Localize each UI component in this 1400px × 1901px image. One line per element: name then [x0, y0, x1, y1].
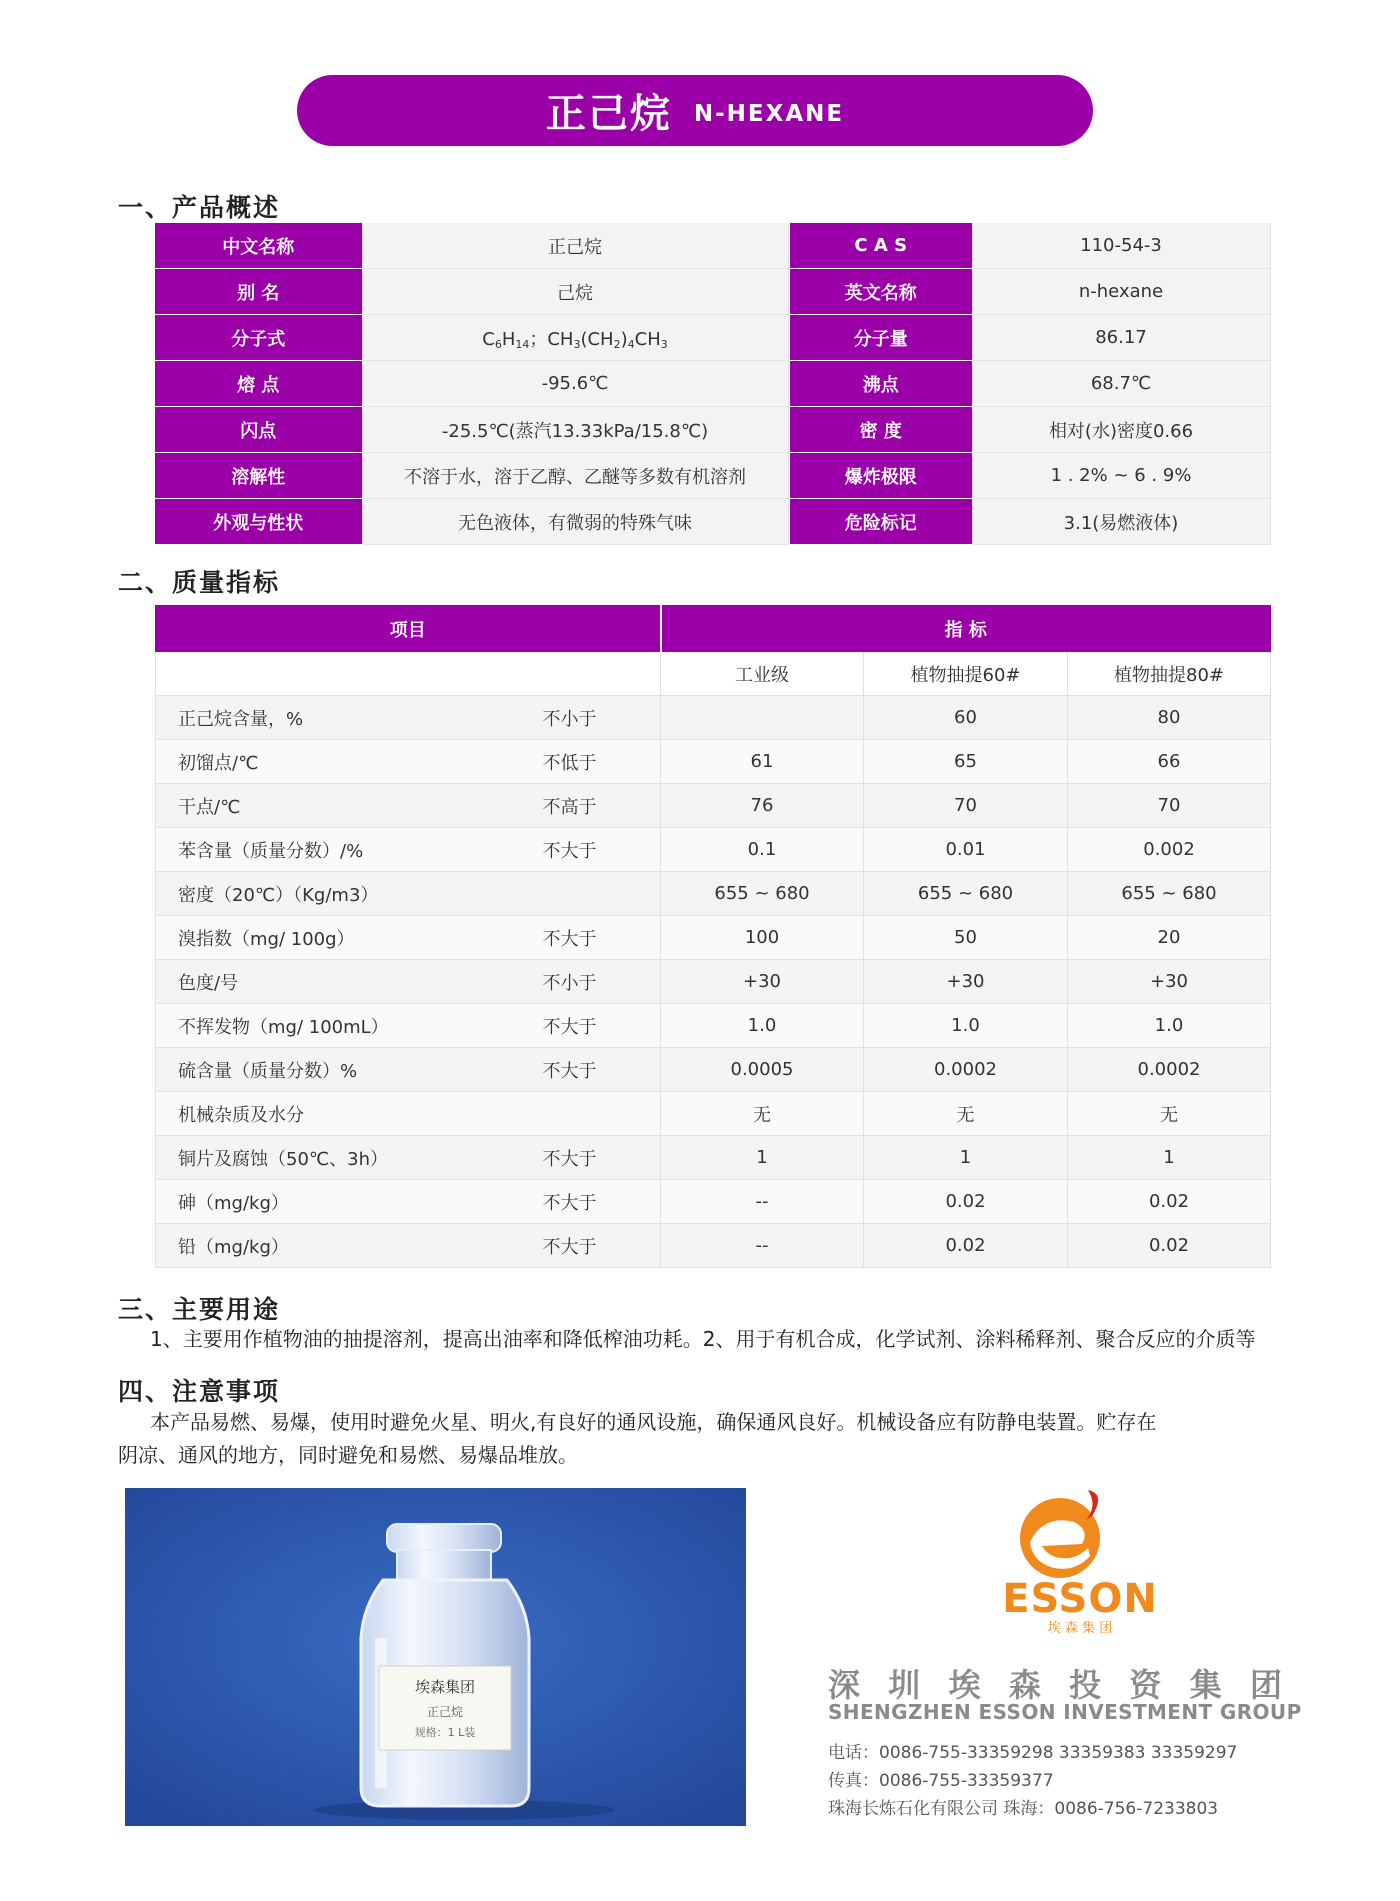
overview-label: 沸点	[790, 361, 972, 407]
quality-row	[156, 1136, 1271, 1180]
overview-row	[155, 499, 1270, 545]
logo-subtext: 埃 森 集 团	[1047, 1621, 1113, 1636]
overview-label: 英文名称	[790, 269, 972, 315]
quality-row	[156, 828, 1271, 872]
quality-condition: 不大于	[543, 828, 661, 872]
quality-value-industrial: +30	[661, 960, 864, 1004]
overview-label: 中文名称	[155, 223, 362, 269]
section-title-notes: 四、注意事项	[118, 1377, 281, 1406]
overview-label: C A S	[790, 223, 972, 269]
overview-value: 3.1(易燃液体)	[972, 499, 1270, 545]
section-title-quality: 二、质量指标	[118, 568, 281, 597]
quality-value-plant-60: 0.02	[864, 1180, 1068, 1224]
quality-value-plant-80: 66	[1068, 740, 1271, 784]
quality-item: 溴指数（mg/ 100g）	[156, 916, 543, 960]
quality-condition: 不大于	[543, 1136, 661, 1180]
overview-row	[155, 223, 1270, 269]
quality-condition: 不大于	[543, 1180, 661, 1224]
quality-value-plant-60: 0.0002	[864, 1048, 1068, 1092]
quality-condition: 不高于	[543, 784, 661, 828]
quality-row	[156, 1224, 1271, 1268]
notes-line-1: 本产品易燃、易爆，使用时避免火星、明火,有良好的通风设施，确保通风良好。机械设备应有防静电装置。贮存在	[150, 1410, 1157, 1434]
quality-value-plant-60: 1	[864, 1136, 1068, 1180]
overview-label: 分子量	[790, 315, 972, 361]
quality-row	[156, 916, 1271, 960]
grade-blank	[156, 652, 661, 696]
quality-item: 砷（mg/kg）	[156, 1180, 543, 1224]
company-fax: 传真：0086-755-33359377	[828, 1771, 1054, 1791]
quality-value-industrial: 0.0005	[661, 1048, 864, 1092]
company-phone: 电话：0086-755-33359298 33359383 33359297	[828, 1743, 1238, 1763]
logo-text: ESSON	[1002, 1576, 1158, 1622]
quality-value-plant-60: 0.02	[864, 1224, 1068, 1268]
quality-value-plant-60: 70	[864, 784, 1068, 828]
quality-value-plant-80: 1	[1068, 1136, 1271, 1180]
quality-value-plant-60: 1.0	[864, 1004, 1068, 1048]
overview-row	[155, 361, 1270, 407]
overview-value: 86.17	[972, 315, 1270, 361]
esson-logo	[970, 1486, 1220, 1636]
quality-condition	[543, 1092, 661, 1136]
quality-row	[156, 872, 1271, 916]
section-title-uses: 三、主要用途	[118, 1295, 281, 1324]
quality-value-plant-60: 无	[864, 1092, 1068, 1136]
quality-value-plant-80: +30	[1068, 960, 1271, 1004]
quality-item: 硫含量（质量分数）%	[156, 1048, 543, 1092]
quality-item: 干点/℃	[156, 784, 543, 828]
quality-value-plant-80: 0.02	[1068, 1180, 1271, 1224]
notes-line-2: 阴凉、通风的地方，同时避免和易燃、易爆品堆放。	[118, 1443, 578, 1467]
overview-row	[155, 453, 1270, 499]
company-branch: 珠海长炼石化有限公司 珠海：0086-756-7233803	[828, 1799, 1219, 1819]
grade-industrial: 工业级	[661, 652, 864, 696]
quality-value-plant-80: 1.0	[1068, 1004, 1271, 1048]
title-cn: 正己烷	[545, 91, 672, 137]
quality-condition: 不低于	[543, 740, 661, 784]
quality-value-plant-60: 65	[864, 740, 1068, 784]
quality-item: 初馏点/℃	[156, 740, 543, 784]
bottle-label-line3: 规格：1 L装	[414, 1726, 476, 1739]
overview-row	[155, 269, 1270, 315]
overview-label: 危险标记	[790, 499, 972, 545]
section-title-overview: 一、产品概述	[118, 193, 281, 222]
quality-condition	[543, 872, 661, 916]
overview-value: 己烷	[362, 269, 788, 315]
molecular-formula: $C_6H_{14}$；$CH_3(CH_2)_4CH_3$	[362, 315, 788, 361]
overview-label: 分子式	[155, 315, 362, 361]
header-item: 项目	[156, 606, 661, 652]
overview-value: 正己烷	[362, 223, 788, 269]
quality-value-plant-60: +30	[864, 960, 1068, 1004]
bottle-illustration	[125, 1488, 746, 1826]
quality-value-plant-80: 655 ~ 680	[1068, 872, 1271, 916]
quality-condition: 不小于	[543, 696, 661, 740]
quality-value-industrial: 1.0	[661, 1004, 864, 1048]
quality-item: 苯含量（质量分数）/%	[156, 828, 543, 872]
quality-value-plant-60: 50	[864, 916, 1068, 960]
quality-header-row	[156, 606, 1271, 652]
title-banner	[297, 75, 1093, 146]
overview-label: 闪点	[155, 407, 362, 453]
quality-condition: 不大于	[543, 1224, 661, 1268]
quality-value-plant-80: 0.0002	[1068, 1048, 1271, 1092]
bottle-label-brand: 埃森集团	[414, 1678, 476, 1696]
quality-value-industrial: 无	[661, 1092, 864, 1136]
quality-value-plant-80: 无	[1068, 1092, 1271, 1136]
bottle-label-line2: 正己烷	[426, 1705, 464, 1719]
quality-value-industrial: 100	[661, 916, 864, 960]
company-name-cn: 深 圳 埃 森 投 资 集 团	[828, 1666, 1282, 1704]
grade-plant-60: 植物抽提60#	[864, 652, 1068, 696]
overview-label: 爆炸极限	[790, 453, 972, 499]
quality-item: 铅（mg/kg）	[156, 1224, 543, 1268]
quality-value-plant-80: 80	[1068, 696, 1271, 740]
quality-item: 色度/号	[156, 960, 543, 1004]
overview-row	[155, 315, 1270, 361]
quality-row	[156, 784, 1271, 828]
overview-value: n-hexane	[972, 269, 1270, 315]
overview-value: 相对(水)密度0.66	[972, 407, 1270, 453]
overview-label: 密 度	[790, 407, 972, 453]
header-spec: 指 标	[661, 606, 1271, 652]
quality-value-plant-80: 0.002	[1068, 828, 1271, 872]
overview-value: 110-54-3	[972, 223, 1270, 269]
grade-plant-80: 植物抽提80#	[1068, 652, 1271, 696]
overview-value: -95.6℃	[362, 361, 788, 407]
quality-row	[156, 960, 1271, 1004]
overview-table	[155, 223, 1271, 545]
quality-item: 铜片及腐蚀（50℃、3h）	[156, 1136, 543, 1180]
quality-row	[156, 1004, 1271, 1048]
quality-value-industrial: --	[661, 1224, 864, 1268]
quality-condition: 不大于	[543, 916, 661, 960]
quality-row	[156, 740, 1271, 784]
quality-item: 机械杂质及水分	[156, 1092, 543, 1136]
quality-value-industrial: 76	[661, 784, 864, 828]
quality-condition: 不大于	[543, 1004, 661, 1048]
quality-value-plant-60: 655 ~ 680	[864, 872, 1068, 916]
overview-label: 别 名	[155, 269, 362, 315]
quality-item: 密度（20℃）（Kg/m3）	[156, 872, 543, 916]
quality-value-industrial: 655 ~ 680	[661, 872, 864, 916]
quality-value-plant-60: 0.01	[864, 828, 1068, 872]
quality-value-plant-60: 60	[864, 696, 1068, 740]
overview-label: 熔 点	[155, 361, 362, 407]
quality-row	[156, 696, 1271, 740]
quality-value-industrial	[661, 696, 864, 740]
quality-value-industrial: 61	[661, 740, 864, 784]
quality-value-industrial: --	[661, 1180, 864, 1224]
overview-value: 1 . 2% ~ 6 . 9%	[972, 453, 1270, 499]
quality-value-plant-80: 70	[1068, 784, 1271, 828]
quality-row	[156, 1180, 1271, 1224]
grade-row	[156, 652, 1271, 696]
overview-value: 不溶于水，溶于乙醇、乙醚等多数有机溶剂	[362, 453, 788, 499]
overview-label: 外观与性状	[155, 499, 362, 545]
quality-condition: 不大于	[543, 1048, 661, 1092]
quality-item: 正己烷含量，%	[156, 696, 543, 740]
overview-value: 无色液体，有微弱的特殊气味	[362, 499, 788, 545]
quality-table	[155, 605, 1271, 1268]
quality-item: 不挥发物（mg/ 100mL）	[156, 1004, 543, 1048]
quality-value-plant-80: 0.02	[1068, 1224, 1271, 1268]
quality-value-industrial: 0.1	[661, 828, 864, 872]
product-photo	[125, 1488, 746, 1826]
quality-value-plant-80: 20	[1068, 916, 1271, 960]
logo-mark-icon	[970, 1486, 1220, 1636]
overview-label: 溶解性	[155, 453, 362, 499]
quality-row	[156, 1092, 1271, 1136]
uses-text: 1、主要用作植物油的抽提溶剂，提高出油率和降低榨油功耗。2、用于有机合成，化学试剂、涂料稀释剂、聚合反应的介质等	[150, 1327, 1256, 1351]
title-en: N-HEXANE	[693, 100, 845, 127]
quality-row	[156, 1048, 1271, 1092]
overview-row	[155, 407, 1270, 453]
company-name-en: SHENGZHEN ESSON INVESTMENT GROUP	[828, 1700, 1302, 1724]
quality-value-industrial: 1	[661, 1136, 864, 1180]
quality-condition: 不小于	[543, 960, 661, 1004]
overview-value: -25.5℃(蒸汽13.33kPa/15.8℃)	[362, 407, 788, 453]
overview-value: 68.7℃	[972, 361, 1270, 407]
